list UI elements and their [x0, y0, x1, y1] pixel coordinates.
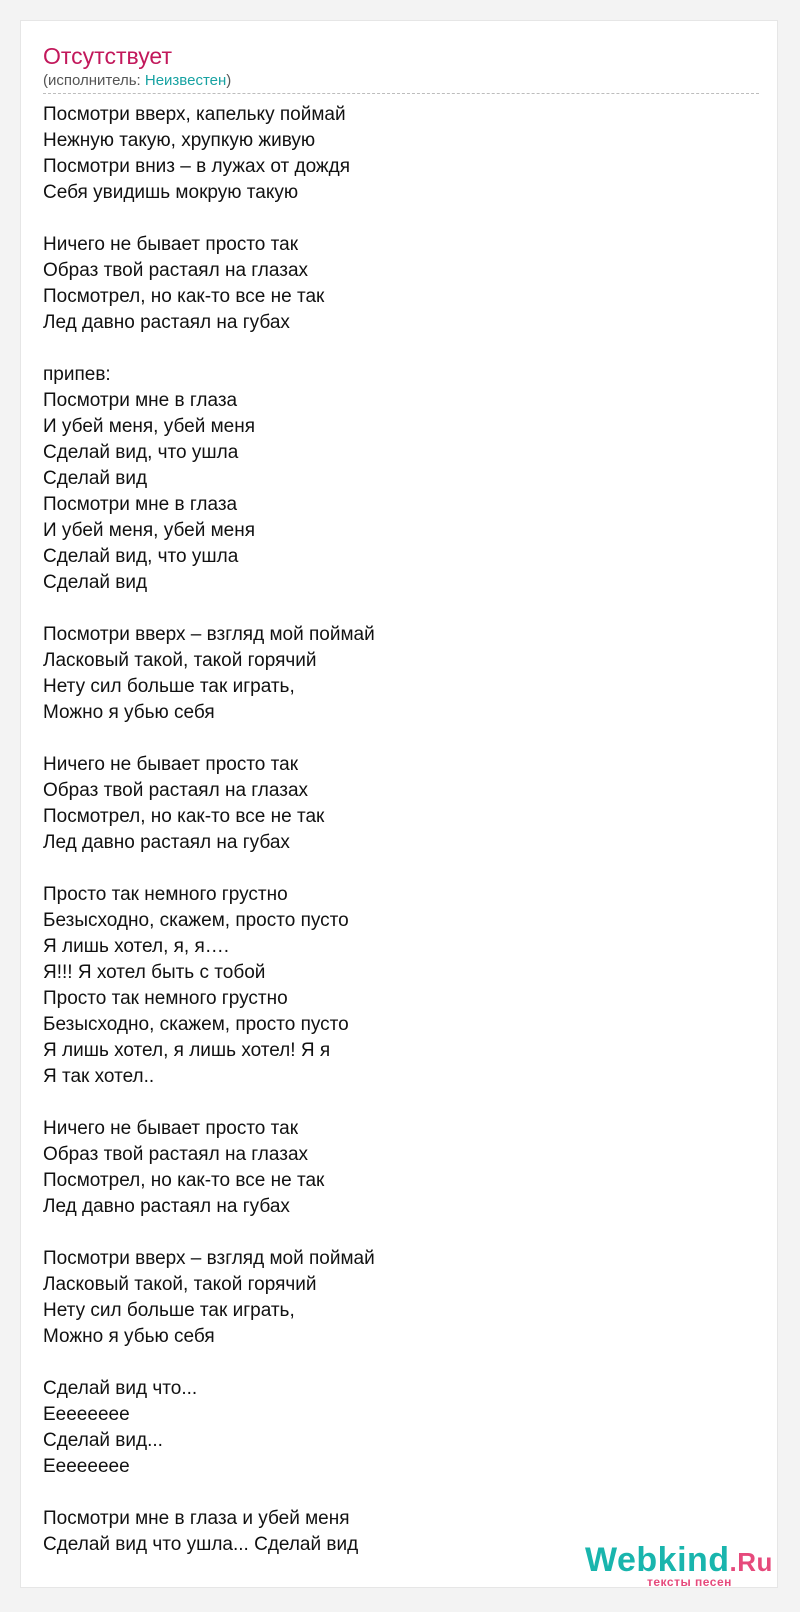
lyric-line: И убей меня, убей меня	[43, 520, 255, 541]
lyric-line: Сделай вид, что ушла	[43, 442, 239, 463]
lyrics-stanza	[43, 1246, 375, 1350]
song-header	[43, 41, 759, 94]
header-divider	[43, 93, 759, 94]
lyrics-stanza	[43, 1376, 375, 1480]
lyric-line: Просто так немного грустно	[43, 988, 288, 1009]
lyrics-stanza	[43, 622, 375, 726]
lyric-line: Посмотрел, но как-то все не так	[43, 1170, 325, 1191]
lyric-line: Сделай вид	[43, 572, 148, 593]
lyric-line: Посмотри вверх – взгляд мой поймай	[43, 1248, 375, 1269]
lyric-line: Образ твой растаял на глазах	[43, 780, 309, 801]
lyric-line: Лед давно растаял на губах	[43, 832, 290, 853]
lyric-line: Посмотрел, но как-то все не так	[43, 286, 325, 307]
lyrics-stanza	[43, 1116, 375, 1220]
lyric-line: Сделай вид, что ушла	[43, 546, 239, 567]
lyric-line: Можно я убью себя	[43, 1326, 215, 1347]
lyric-line: припев:	[43, 364, 111, 385]
lyric-line: Лед давно растаял на губах	[43, 312, 290, 333]
lyric-line: Посмотри мне в глаза	[43, 390, 238, 411]
lyrics-stanza	[43, 1506, 375, 1558]
lyric-line: Посмотри вниз – в лужах от дождя	[43, 156, 351, 177]
lyric-line: Посмотрел, но как-то все не так	[43, 806, 325, 827]
lyric-line: Сделай вид что ушла... Сделай вид	[43, 1534, 359, 1555]
lyric-line: Еееееееe	[43, 1456, 130, 1477]
lyric-line: Я!!! Я хотел быть с тобой	[43, 962, 266, 983]
lyrics-stanza	[43, 362, 375, 596]
lyric-line: Нежную такую, хрупкую живую	[43, 130, 316, 151]
lyric-line: Ничего не бывает просто так	[43, 234, 299, 255]
lyric-line: Ласковый такой, такой горячий	[43, 1274, 317, 1295]
artist-suffix: )	[226, 72, 232, 89]
lyric-line: Ласковый такой, такой горячий	[43, 650, 317, 671]
lyrics-stanza	[43, 232, 375, 336]
lyric-line: Я лишь хотел, я, я….	[43, 936, 230, 957]
song-title: Отсутствует	[43, 43, 172, 69]
artist-line	[43, 71, 759, 91]
lyric-line: Я лишь хотел, я лишь хотел! Я я	[43, 1040, 331, 1061]
artist-link[interactable]: Неизвестен	[144, 72, 227, 89]
lyric-line: Сделай вид	[43, 468, 148, 489]
lyrics-text	[43, 102, 375, 1584]
lyrics-stanza	[43, 102, 375, 206]
lyric-line: Безысходно, скажем, просто пусто	[43, 1014, 349, 1035]
logo-main-text: Webkind	[585, 1541, 730, 1579]
lyric-line: Себя увидишь мокрую такую	[43, 182, 299, 203]
lyric-line: Нету сил больше так играть,	[43, 676, 295, 697]
webkind-logo[interactable]	[585, 1541, 775, 1593]
lyric-line: И убей меня, убей меня	[43, 416, 255, 437]
lyric-line: Посмотри вверх, капельку поймай	[43, 104, 346, 125]
lyrics-card	[20, 20, 778, 1588]
logo-tld: .Ru	[729, 1547, 773, 1577]
lyric-line: Сделай вид что...	[43, 1378, 198, 1399]
lyric-line: Лед давно растаял на губах	[43, 1196, 290, 1217]
artist-prefix: (исполнитель:	[43, 72, 145, 89]
lyrics-stanza	[43, 752, 375, 856]
lyrics-stanza	[43, 882, 375, 1090]
logo-tagline: тексты песен	[647, 1575, 732, 1589]
lyric-line: Ничего не бывает просто так	[43, 754, 299, 775]
lyric-line: Образ твой растаял на глазах	[43, 1144, 309, 1165]
lyric-line: Еееееееe	[43, 1404, 130, 1425]
lyric-line: Можно я убью себя	[43, 702, 215, 723]
lyric-line: Сделай вид...	[43, 1430, 163, 1451]
lyric-line: Безысходно, скажем, просто пусто	[43, 910, 349, 931]
lyric-line: Нету сил больше так играть,	[43, 1300, 295, 1321]
lyric-line: Посмотри мне в глаза и убей меня	[43, 1508, 350, 1529]
lyric-line: Просто так немного грустно	[43, 884, 288, 905]
lyric-line: Посмотри мне в глаза	[43, 494, 238, 515]
lyric-line: Образ твой растаял на глазах	[43, 260, 309, 281]
lyric-line: Посмотри вверх – взгляд мой поймай	[43, 624, 375, 645]
lyric-line: Ничего не бывает просто так	[43, 1118, 299, 1139]
lyric-line: Я так хотел..	[43, 1066, 155, 1087]
